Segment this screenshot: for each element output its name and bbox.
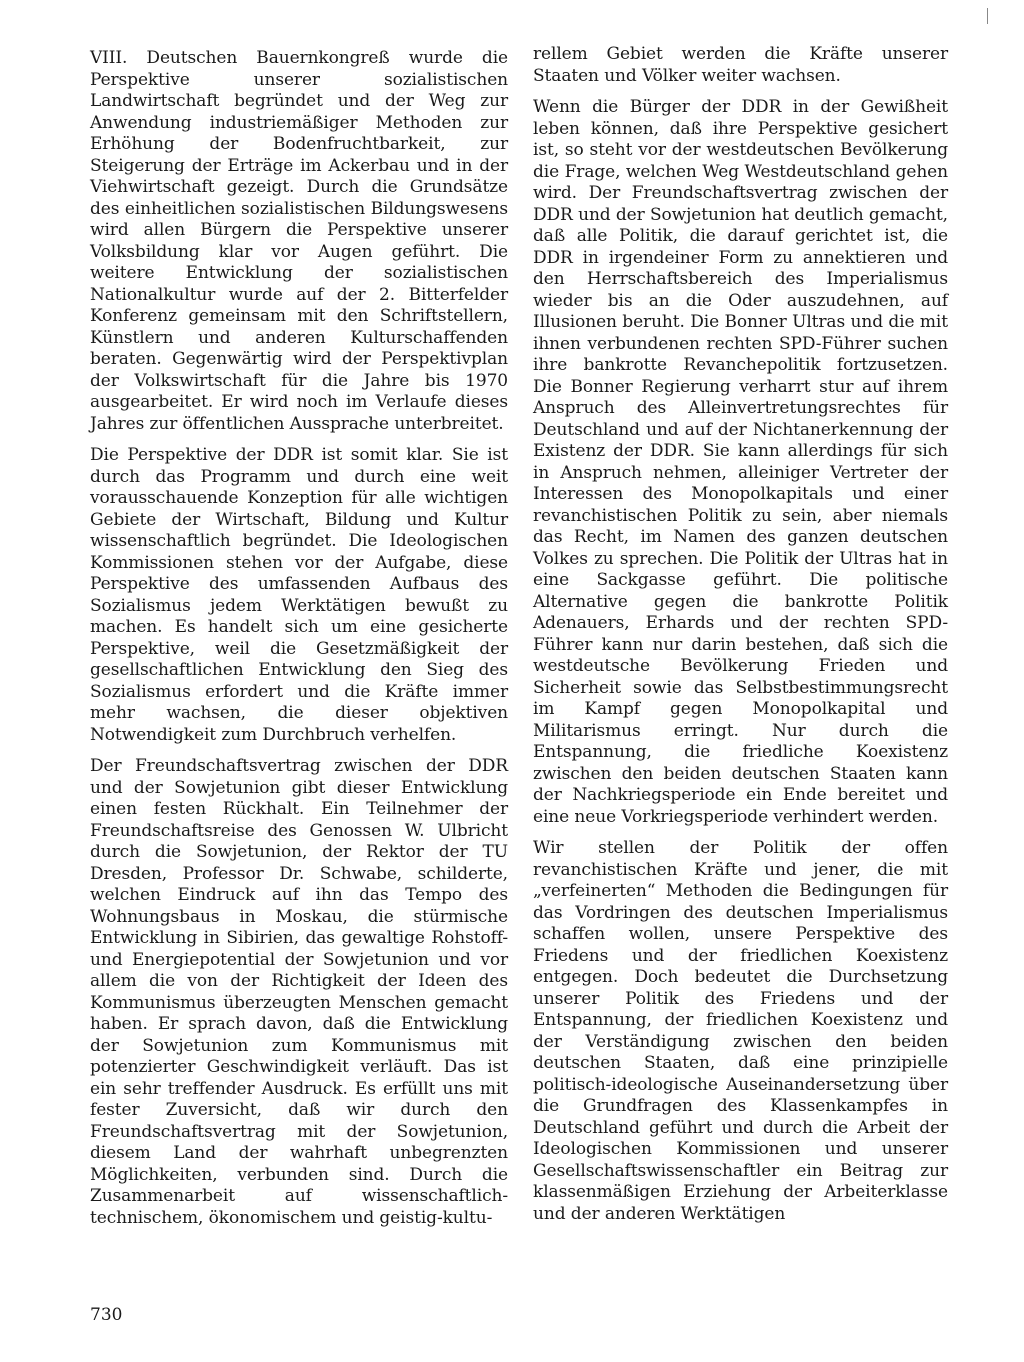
paragraph-right-3: Wir stellen der Politik der offen revanchistischen Kräfte und jener, die mit „verfeinerten“ Methoden die Bedingungen für das Vordringen des deutschen Imperialismus schaffen wollen, unsere Perspektive des Friedens und der friedlichen Koexistenz entgegen. Doch bedeutet die Durchsetzung unserer Politik des Friedens und der Entspannung, der friedlichen Koexistenz und der Verständigung zwischen den beiden deutschen Staaten, daß eine prinzipielle politisch-ideologische Auseinandersetzung über die Grundfragen des Klassenkampfes in Deutschland geführt und durch die Arbeit der Ideologischen Kommissionen und unserer Gesellschaftswissenschaftler ein Beitrag zur klassenmäßigen Erziehung der Arbeiterklasse und der anderen Werktätigen bbox=[533, 838, 948, 1224]
page-edge-mark bbox=[987, 8, 988, 24]
paragraph-left-2: Die Perspektive der DDR ist somit klar. Sie ist durch das Programm und durch eine weit vorausschauende Konzeption für alle wichtigen Gebiete der Wirtschaft, Bildung und Kultur wissenschaftlich begründet. Die Ideologischen Kommissionen stehen vor der Aufgabe, diese Perspektive des umfassenden Aufbaus des Sozialismus jedem Werktätigen bewußt zu machen. Es handelt sich um eine gesicherte Perspektive, weil die Gesetzmäßigkeit der gesellschaftlichen Entwicklung den Sieg des Sozialismus erfordert und die Kräfte immer mehr wachsen, die dieser objektiven Notwendigkeit zum Durchbruch verhelfen. bbox=[90, 445, 508, 745]
paragraph-right-1: rellem Gebiet werden die Kräfte unserer Staaten und Völker weiter wachsen. bbox=[533, 44, 948, 86]
left-column bbox=[90, 48, 508, 1239]
paragraph-left-1: VIII. Deutschen Bauernkongreß wurde die Perspektive unserer sozialistischen Landwirtschaft begründet und der Weg zur Anwendung industriemäßiger Methoden zur Erhöhung der Bodenfruchtbarkeit, zur Steigerung der Erträge im Ackerbau und in der Viehwirtschaft gezeigt. Durch die Grundsätze des einheitlichen sozialistischen Bildungswesens wird allen Bürgern die Perspektive unserer Volksbildung klar vor Augen geführt. Die weitere Entwicklung der sozialistischen Nationalkultur wurde auf der 2. Bitterfelder Konferenz gemeinsam mit den Schriftstellern, Künstlern und anderen Kulturschaffenden beraten. Gegenwärtig wird der Perspektivplan der Volkswirtschaft für die Jahre bis 1970 ausgearbeitet. Er wird noch im Verlaufe dieses Jahres zur öffentlichen Aussprache unterbreitet. bbox=[90, 48, 508, 434]
right-column bbox=[533, 44, 948, 1235]
paragraph-right-2: Wenn die Bürger der DDR in der Gewißheit leben können, daß ihre Perspektive gesichert ist, so steht vor der westdeutschen Bevölkerung die Frage, welchen Weg Westdeutschland gehen wird. Der Freundschaftsvertrag zwischen der DDR und der Sowjetunion hat deutlich gemacht, daß alle Politik, die darauf gerichtet ist, die DDR in irgendeiner Form zu annektieren und den Herrschaftsbereich des Imperialismus wieder bis an die Oder auszudehnen, auf Illusionen beruht. Die Bonner Ultras und die mit ihnen verbundenen rechten SPD-Führer suchen ihre bankrotte Revanchepolitik fortzusetzen. Die Bonner Regierung verharrt stur auf ihrem Anspruch des Alleinvertretungsrechtes für Deutschland und auf der Nichtanerkennung der Existenz der DDR. Sie kann allerdings für sich in Anspruch nehmen, alleiniger Vertreter der Interessen des Monopolkapitals und einer revanchistischen Politik zu sein, aber niemals das Recht, im Namen des ganzen deutschen Volkes zu sprechen. Die Politik der Ultras hat in eine Sackgasse geführt. Die politische Alternative gegen die bankrotte Politik Adenauers, Erhards und der rechten SPD-Führer kann nur darin bestehen, daß sich die westdeutsche Bevölkerung Frieden und Sicherheit sowie das Selbstbestimmungsrecht im Kampf gegen Monopolkapital und Militarismus erringt. Nur durch die Entspannung, die friedliche Koexistenz zwischen den beiden deutschen Staaten kann der Nachkriegsperiode ein Ende bereitet und eine neue Vorkriegsperiode verhindert werden. bbox=[533, 97, 948, 827]
paragraph-left-3: Der Freundschaftsvertrag zwischen der DDR und der Sowjetunion gibt dieser Entwicklung einen festen Rückhalt. Ein Teilnehmer der Freundschaftsreise des Genossen W. Ulbricht durch die Sowjetunion, der Rektor der TU Dresden, Professor Dr. Schwabe, schilderte, welchen Eindruck auf ihn das Tempo des Wohnungsbaus in Moskau, die stürmische Entwicklung in Sibirien, das gewaltige Rohstoff- und Energiepotential der Sowjetunion und vor allem die von der Richtigkeit der Ideen des Kommunismus überzeugten Menschen gemacht haben. Er sprach davon, daß die Entwicklung der Sowjetunion zum Kommunismus mit potenzierter Geschwindigkeit verläuft. Das ist ein sehr treffender Ausdruck. Es erfüllt uns mit fester Zuversicht, daß wir durch den Freundschaftsvertrag mit der Sowjetunion, diesem Land der wahrhaft unbegrenzten Möglichkeiten, verbunden sind. Durch die Zusammenarbeit auf wissenschaftlich-technischem, ökonomischem und geistig-kultu- bbox=[90, 756, 508, 1228]
page-number: 730 bbox=[90, 1305, 123, 1325]
